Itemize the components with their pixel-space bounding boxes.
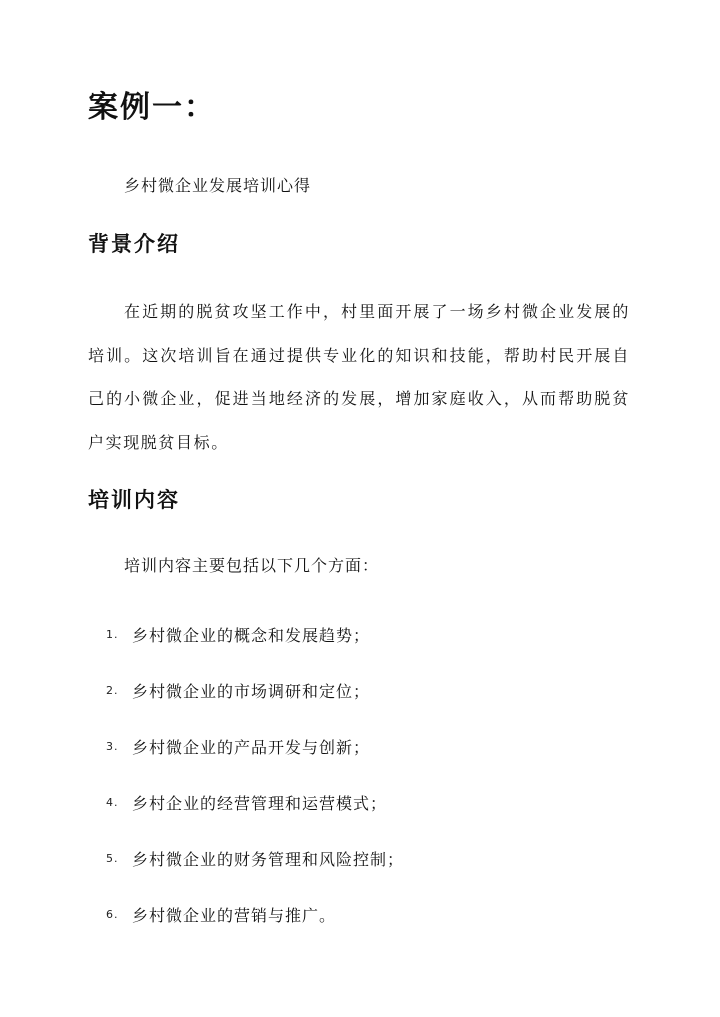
list-item-text: 乡村微企业的概念和发展趋势； [132, 625, 371, 645]
section-heading-background: 背景介绍 [88, 232, 180, 256]
list-item-text: 乡村微企业的产品开发与创新； [132, 737, 371, 757]
list-item [106, 718, 404, 774]
document-title: 案例一： [88, 90, 216, 125]
training-topics-list [106, 606, 404, 942]
list-item [106, 774, 404, 830]
list-item [106, 606, 404, 662]
list-item-text: 乡村微企业的营销与推广。 [132, 905, 337, 925]
list-item-text: 乡村微企业的市场调研和定位； [132, 681, 371, 701]
section-heading-training-content: 培训内容 [88, 488, 180, 512]
background-paragraph: 在近期的脱贫攻坚工作中，村里面开展了一场乡村微企业发展的培训。这次培训旨在通过提供专业化的知识和技能，帮助村民开展自己的小微企业，促进当地经济的发展，增加家庭收入，从而帮助脱贫户实现脱贫目标。 [88, 302, 630, 452]
list-item-text: 乡村企业的经营管理和运营模式； [132, 793, 388, 813]
list-item-number: 6. [106, 907, 119, 921]
document-subtitle: 乡村微企业发展培训心得 [124, 176, 312, 195]
list-item-number: 4. [106, 795, 119, 809]
list-item-number: 3. [106, 739, 119, 753]
list-item-number: 2. [106, 683, 119, 697]
list-item-number: 5. [106, 851, 119, 865]
training-intro: 培训内容主要包括以下几个方面： [124, 556, 380, 575]
list-item [106, 662, 404, 718]
list-item-text: 乡村微企业的财务管理和风险控制； [132, 849, 405, 869]
list-item-number: 1. [106, 627, 119, 641]
list-item [106, 830, 404, 886]
list-item [106, 886, 404, 942]
